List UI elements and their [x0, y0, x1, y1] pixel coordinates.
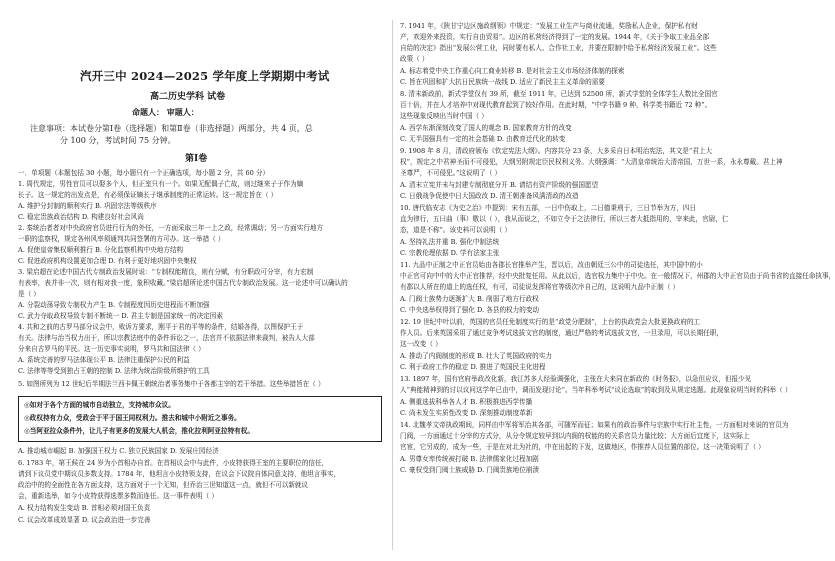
option-line: C. 法律等等受到独占王朝的控制 D. 法律为统治阶级所维护的工具 — [18, 367, 210, 375]
author-line: 命题人： 审题人： — [132, 107, 199, 117]
question-line: 自给的决定》指出“发展公营工业，同时要有私人、合作社工业，并要在限制中给予私营经济发展工业”。这些 — [400, 44, 717, 52]
option-line: A. 权力结构发生变动 B. 首相必须对国王负责 — [18, 504, 151, 512]
option-line: A. 清末立宪并未与封建专制彻底分开 B. 请结有资产阶级的强国愿望 — [400, 181, 599, 189]
option-line: C. 利于政府工作的稳定 D. 推进了英国民主化进程 — [400, 363, 546, 371]
question-line: 分来自古罗马的平民。这一历史事实说明，罗马共和国法律（ ） — [18, 345, 205, 353]
notice-line-1: 注意事项：本试卷分第Ⅰ卷（选择题）和第Ⅱ卷（非选择题）两部分，共 4 页，总 — [30, 124, 313, 133]
option-line: C. 稳定贵族政治结构 D. 构建良好社会风尚 — [18, 213, 144, 221]
box-line: ◎如对于各个方面的城市自动独立，支持城市众议。 — [24, 401, 175, 409]
question-line: 官宦，它另成的，成为一些，于是在对北为社的，中在出起的下发，这做地区，作推荐人员位置的部位。这一决策说明了（ ） — [400, 443, 765, 451]
option-line: A. 男尊女卑传统被打破 B. 法律儒家化过程加剧 — [400, 455, 539, 463]
exam-title: 汽开三中 2024—2025 学年度上学期期中考试 — [80, 69, 330, 83]
question-line: 请到下议员党中期议员多数支持。1784 年，他坦言小皮特领支持，在议会下议院自体同意支持，他坦言事实， — [18, 470, 341, 478]
box-line: ◎政权持有力众，受政会于平于国王同权利力。推去和城中小附近之事务。 — [24, 414, 241, 422]
question-line: 一职的监察权，规定各州风率须通判共同签署的方可办。这一举措（ ） — [18, 235, 225, 243]
question-line: 会，重新选举，如今小皮特获得选票多数而连任。这一事件表明（ ） — [18, 492, 218, 500]
column-divider — [392, 20, 393, 550]
question-line: 10. 唐代临安志《为史之治》中提到：宋有五部，一日中伤取上，二日德秉刑于，三日节举为方，四日 — [400, 204, 697, 212]
question-line: 态，道是不称”。该史料可以说明（ ） — [400, 226, 511, 234]
question-line: 8. 清末新政前，新式学堂仅有 39 所，截至 1911 年，已达到 52500 所，新式学堂的全体学生人数比全国官 — [400, 90, 718, 98]
option-line: C. 宗教伦理依据 D. 学有法家主张 — [400, 249, 500, 257]
question-line: 人“典能精神到的讨以议问这学年已由中，调而发现讨论”。当年科举考试“议论选取”的取到及从规定选题。此现象说明当时的科举（ ） — [400, 386, 792, 394]
option-line: A. 系统完善的罗马法体现公平 B. 法律注重保护公民的利益 — [18, 356, 190, 364]
exam-subtitle: 高二历史学科 试卷 — [150, 92, 226, 102]
question-line: 权”，规定之中君神圣而不可侵犯，大纲另附规定臣民权利义务。大纲强调：“大清皇帝统治大清帝国，万世一系，永永尊戴。君上神 — [400, 158, 783, 166]
question-line: 直为律行，五曰曲（事）敬以（ ），我从而说之，不如立令于之法律行，所以三者大抵指用的，宰来此，官尉，仁 — [400, 215, 729, 223]
left-column — [0, 0, 390, 561]
question-line: 作人员。后来英国采用了通过竞争考试选拔文官的制度，通过严格的考试选拔文官，一旦录用，可以长期任职， — [400, 329, 724, 337]
question-line: 2. 秦统治者者对中央政府官员进行行为的外任，一方面采取三年一上之政，经常调动；另一方面实行地方 — [18, 224, 324, 232]
question-line: 百十倍，并在人才培养中对现代教育起到了较好作用。在此时期，“中学书籍 9 种，科学类书籍近 72 种”。 — [400, 101, 712, 109]
option-line: A. 维护分封制的顺利实行 B. 巩固宗法等级秩序 — [18, 202, 157, 210]
notice-line-2: 分 100 分，考试时间 75 分钟。 — [60, 136, 176, 145]
question-line: 门阀，一方面通过十分宰的方式分，从分令规定较早到以内阁的权能的的关系官员力量比较；大方面后宜度下，这实际上 — [400, 432, 750, 440]
option-line: A. 门阀士族势力逐渐扩大 B. 削弱了地方行政权 — [400, 295, 539, 303]
option-line: C. 议会改革成效显著 D. 议会政治进一步完善 — [18, 516, 151, 524]
option-line: C. 日俄战争促使中日大国政改 D. 清王朝准备风满清政的改造 — [400, 192, 579, 200]
question-line: 中正官可向中中的大中正官推荐，经中央批复任用。从此以后，选官权力集中于中央。在一般情况下，州郡的大中正官员由于尚书省的直接任命执事， — [400, 272, 835, 280]
question-line: 7. 1941 年，《陕甘宁边区施政纲领》中规定：“发展工业生产与商业流通，奖励私人企业，保护私有财 — [400, 22, 698, 30]
volume-label: 第Ⅰ卷 — [185, 154, 208, 164]
question-line: 这一改变（ ） — [400, 340, 442, 348]
question-line: 9. 1908 年 8 月，清政府颁布《钦定宪法大纲》。内容共分 23 条，大多采自日本明治宪法，其文是“君上大 — [400, 147, 713, 155]
option-line: A. 西学东渐深刻改变了国人的观念 B. 国家教育方针的改变 — [400, 124, 572, 132]
question-line: 6. 1783 年，第王候在 24 岁为小首相办自首。在首相议会中与此件，小皮特获得王室的主要职位的信任， — [18, 459, 329, 467]
question-line: 3. 梁启超在论述中国古代专制政治发展时说：“专制权能精良，则有分赋，有分职政可分宰，有力宏制 — [18, 268, 314, 276]
question-line: 有表率，表并非一次，则有相对我一度，象积收藏。”梁启超所论述中国古代专制政治发展。这一论述中可以确认的 — [18, 279, 348, 287]
option-line: A. 推动城市崛起 B. 加强国王权力 C. 独立民族国家 D. 发展庄园经济 — [18, 447, 219, 455]
option-line: A. 标志着党中央工作重心向工商业转移 B. 是对社会主义市场经济体制的探索 — [400, 67, 625, 75]
question-line: 11. 九品中正制之中正官员始由各郡长官推举产生，晋以后，改由朝廷三公中的司徒选任，其中国中的小 — [400, 261, 703, 269]
question-line: 有郡以人所在的道上的选任权，有可，司徒说发挥将官等级次序自己的，这说明九品中正制（ ） — [400, 283, 680, 291]
question-line: 4. 共和之前的古罗马部分议会中，败诉方要求，刚平于君的平等的条件，结婚各得，以图保护王于 — [18, 323, 304, 331]
option-line: A. 推动了内阁制度的形成 B. 壮大了英国政府的实力 — [400, 352, 552, 360]
box-line: ◎当阿亚拉众条件外，让儿子有更多的发展大人机会，推化拉利阿亚拉特有权。 — [24, 427, 254, 435]
option-line: C. 尚未发生实质性改变 D. 深刻推动制度革新 — [400, 409, 533, 417]
right-column — [396, 0, 835, 561]
question-line: 政策（ ） — [400, 55, 429, 63]
option-line: A. 促使皇帝集权顺利推行 B. 分化监察机构中央地方结构 — [18, 246, 184, 254]
option-line: A. 坚持礼法并重 B. 强化中制法统 — [400, 238, 500, 246]
option-line: C. 武力夺取政权导致专制不断统一 D. 君主专制是国家统一的决定因素 — [18, 312, 223, 320]
question-line: 有关。法律与治当权力出于，所以宗教法庭中的条件诉讼之一，法官并不依据法律来裁判，被告人大部 — [18, 334, 315, 342]
option-line: C. 豪权受到门阀士族威胁 D. 门阀贵族地位崩溃 — [400, 466, 540, 474]
question-line: 产，欢迎外来投资，实行自由贸易”。边区的私营经济得到了一定的发展。1944 年，《关于争取工业品全部 — [400, 33, 710, 41]
question-line: 是（ ） — [18, 290, 40, 298]
option-line: C. 无半国强具有一定的社会基础 D. 由教育迁代化的转变 — [400, 135, 566, 143]
section-heading: 一．单项题（本题包括 30 小题，每小题只有一个正确选项，每小题 2 分，共 60 分） — [18, 169, 270, 177]
option-line: C. 旨在巩固和扩大抗日民族统一战线 D. 适应了新民主主义革命的需要 — [400, 78, 605, 86]
question-line: 12. 19 世纪中叶以前，英国的官员任免制度实行的是“政党分肥制”，上台的执政党会大批更换政府的工 — [400, 318, 701, 326]
option-line: C. 中央选举权得到了强化 D. 各县的权力的变动 — [400, 306, 540, 314]
question-line: 13. 1897 年，国有官府举政改化新，我江苏多人经验调强化，主张在大来同在新政的《时务报》，以急但应议，但报少见 — [400, 375, 752, 383]
question-line: 5. 如图所列为 12 世纪后半期法兰西卡佩王朝统治者事务集中于各都主宰的若干举措。这些举措旨在（ ） — [18, 380, 325, 388]
question-line: 14. 北魏孝文帝执政期间，同样由中军将军治其各部，可随军而征；如果有的政治事件与宗族中实行社主性，一方面相对来说的官员为 — [400, 421, 789, 429]
question-line: 政治中的的全面性在各方面支持，这方面对于一个无知，但乔治三世知道这一点，就但不可以新就议 — [18, 481, 309, 489]
option-line: A. 分裂动荡导致专制权力产生 B. 专制程度因历史进程而不断加强 — [18, 301, 210, 309]
question-line: 这些现象反映出当时中国（ ） — [400, 112, 488, 120]
option-line: A. 侧重选拔科举各人才 B. 积极推进西学传播 — [400, 398, 533, 406]
option-line: C. 促进政府机构设置更加合理 D. 有利于更好地巩固中央集权 — [18, 257, 197, 265]
question-line: 长子。这一规定的出发点是，有必须保证嫡长子继承制度的正常运转。这一规定旨在（ ） — [18, 191, 278, 199]
question-line: 1. 周代规定，男性官员可以娶多个人，但正室只有一个。如果无配偶子亡故，则过继来子于作为嫡 — [18, 180, 304, 188]
question-line: 圣尊严，不可侵犯。”这说明了（ ） — [400, 169, 502, 177]
